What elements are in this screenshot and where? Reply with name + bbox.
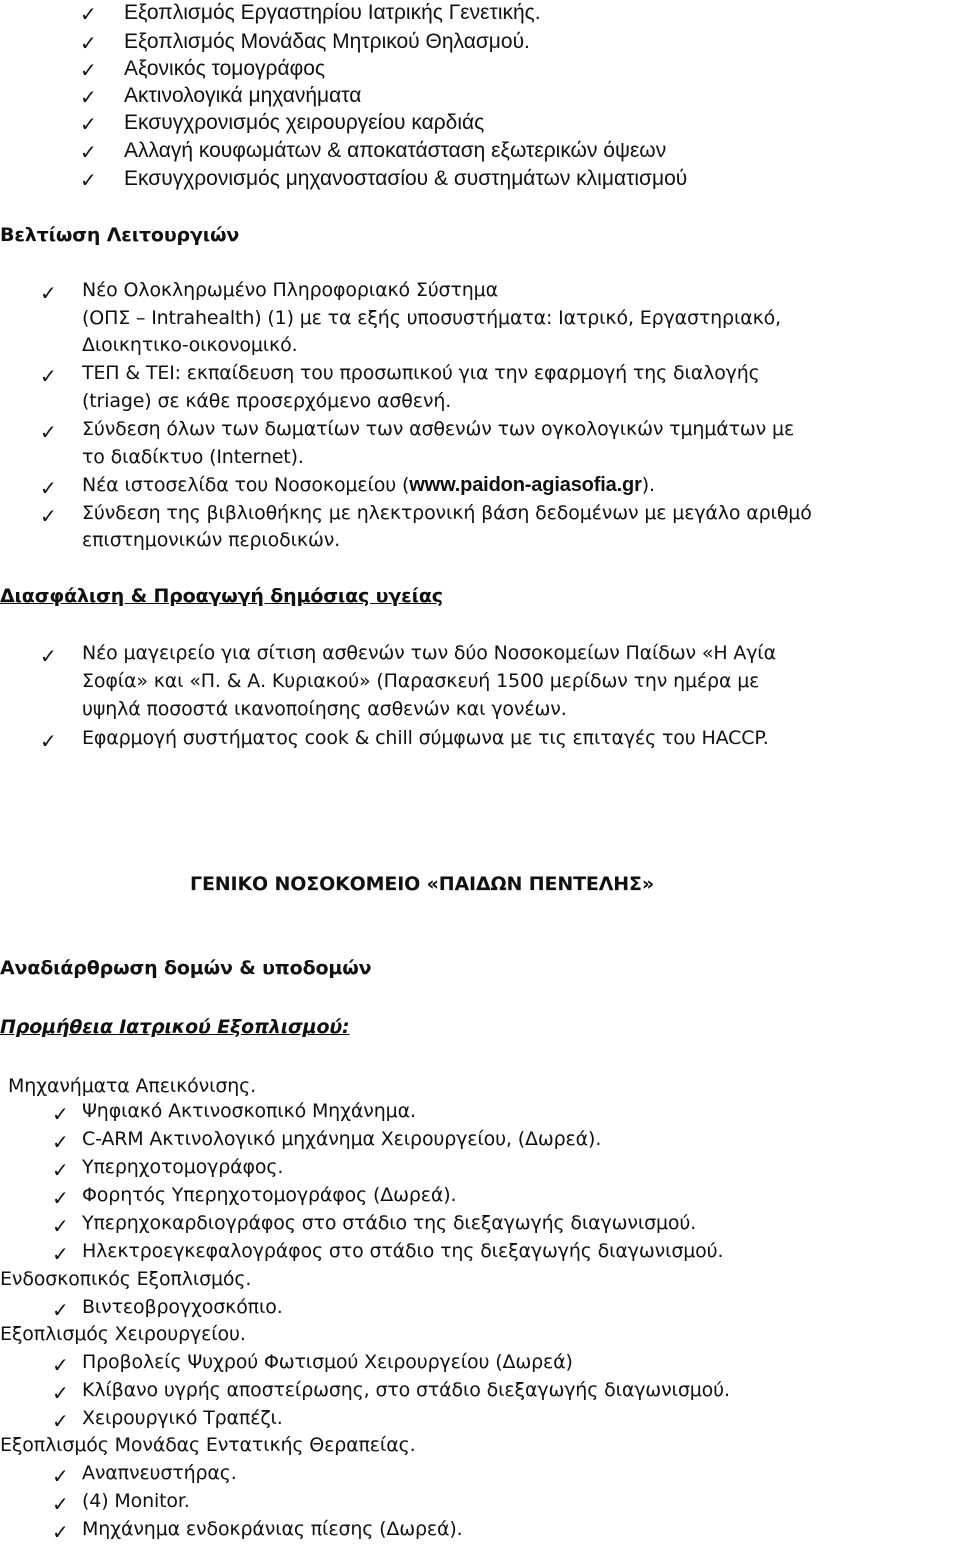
list-item: Σύνδεση όλων των δωματίων των ασθενών των ογκολογικών τμημάτων με [82, 418, 795, 440]
checkmark-icon: ✓ [52, 1298, 69, 1322]
website-link[interactable]: www.paidon-agiasofia.gr [409, 474, 642, 496]
checkmark-icon: ✓ [80, 31, 97, 55]
checkmark-icon: ✓ [52, 1130, 69, 1154]
checkmark-icon: ✓ [52, 1186, 69, 1210]
list-item: C-ARM Ακτινολογικό μηχάνημα Χειρουργείου, (Δωρεά). [82, 1128, 602, 1150]
checkmark-icon: ✓ [52, 1381, 69, 1405]
list-item: Ηλεκτροεγκεφαλογράφος στο στάδιο της διεξαγωγής διαγωνισμού. [82, 1240, 724, 1262]
checkmark-icon: ✓ [80, 168, 97, 192]
checkmark-icon: ✓ [52, 1242, 69, 1266]
checkmark-icon: ✓ [80, 58, 97, 82]
list-item: Χειρουργικό Τραπέζι. [82, 1407, 283, 1429]
checkmark-icon: ✓ [40, 729, 57, 753]
list-item-continuation: το διαδίκτυο (Internet). [82, 446, 304, 468]
list-item: Αναπνευστήρας. [82, 1462, 237, 1484]
list-item-continuation: επιστημονικών περιοδικών. [82, 529, 341, 551]
list-item: Υπερηχοκαρδιογράφος στο στάδιο της διεξαγωγής διαγωνισμού. [82, 1212, 697, 1234]
list-item: Εξοπλισμός Μονάδας Μητρικού Θηλασμού. [124, 30, 530, 53]
list-item: Εκσυγχρονισμός μηχανοστασίου & συστημάτων κλιματισμού [124, 167, 688, 190]
list-item-continuation: Σοφία» και «Π. & Α. Κυριακού» (Παρασκευή 1500 μερίδων την ημέρα με [82, 670, 760, 692]
list-item-continuation: (triage) σε κάθε προσερχόμενο ασθενή. [82, 390, 452, 412]
checkmark-icon: ✓ [40, 420, 57, 444]
website-prefix: Νέα ιστοσελίδα του Νοσοκομείου ( [82, 474, 410, 496]
checkmark-icon: ✓ [40, 364, 57, 388]
list-item: Βιντεοβρογχοσκόπιο. [82, 1296, 283, 1318]
section-heading: Βελτίωση Λειτουργιών [0, 224, 240, 246]
checkmark-icon: ✓ [40, 504, 57, 528]
list-item: Νέο μαγειρείο για σίτιση ασθενών των δύο Νοσοκομείων Παίδων «Η Αγία [82, 642, 776, 664]
list-item: Ακτινολογικά μηχανήματα [124, 84, 362, 107]
group-label: Εξοπλισμός Χειρουργείου. [0, 1323, 246, 1345]
hospital-title: ΓΕΝΙΚΟ ΝΟΣΟΚΟΜΕΙΟ «ΠΑΙΔΩΝ ΠΕΝΤΕΛΗΣ» [190, 873, 654, 895]
checkmark-icon: ✓ [52, 1102, 69, 1126]
list-item: ΤΕΠ & ΤΕΙ: εκπαίδευση του προσωπικού για την εφαρμογή της διαλογής [82, 362, 760, 384]
checkmark-icon: ✓ [40, 281, 57, 305]
checkmark-icon: ✓ [52, 1158, 69, 1182]
list-item: Αλλαγή κουφωμάτων & αποκατάσταση εξωτερικών όψεων [124, 139, 667, 162]
checkmark-icon: ✓ [40, 476, 57, 500]
list-item-continuation: Διοικητικο-οικονομικό. [82, 334, 298, 356]
checkmark-icon: ✓ [52, 1464, 69, 1488]
checkmark-icon: ✓ [52, 1409, 69, 1433]
list-item: Ψηφιακό Ακτινοσκοπικό Μηχάνημα. [82, 1100, 416, 1122]
section-heading: Διασφάλιση & Προαγωγή δημόσιας υγείας [0, 585, 443, 607]
list-item: Εξοπλισμός Εργαστηρίου Ιατρικής Γενετικής. [124, 1, 541, 24]
group-label: Μηχανήματα Απεικόνισης. [8, 1075, 257, 1097]
checkmark-icon: ✓ [52, 1214, 69, 1238]
website-suffix: ). [641, 474, 655, 496]
checkmark-icon: ✓ [80, 140, 97, 164]
group-label: Εξοπλισμός Μονάδας Εντατικής Θεραπείας. [0, 1434, 416, 1456]
list-item: Εκσυγχρονισμός χειρουργείου καρδιάς [124, 111, 485, 134]
list-item: Φορητός Υπερηχοτομογράφος (Δωρεά). [82, 1184, 457, 1206]
checkmark-icon: ✓ [80, 2, 97, 26]
list-item: Κλίβανο υγρής αποστείρωσης, στο στάδιο διεξαγωγής διαγωνισμού. [82, 1379, 730, 1401]
checkmark-icon: ✓ [52, 1492, 69, 1516]
procurement-heading: Προμήθεια Ιατρικού Εξοπλισμού: [0, 1016, 350, 1038]
list-item: Αξονικός τομογράφος [124, 57, 326, 80]
list-item: Μηχάνημα ενδοκράνιας πίεσης (Δωρεά). [82, 1518, 463, 1540]
list-item [82, 474, 655, 497]
checkmark-icon: ✓ [40, 644, 57, 668]
checkmark-icon: ✓ [80, 85, 97, 109]
list-item-continuation: υψηλά ποσοστά ικανοποίησης ασθενών και γονέων. [82, 698, 567, 720]
checkmark-icon: ✓ [80, 112, 97, 136]
checkmark-icon: ✓ [52, 1353, 69, 1377]
checkmark-icon: ✓ [52, 1520, 69, 1544]
list-item: Προβολείς Ψυχρού Φωτισμού Χειρουργείου (Δωρεά) [82, 1351, 573, 1373]
list-item: Νέο Ολοκληρωμένο Πληροφοριακό Σύστημα [82, 279, 498, 301]
list-item-continuation: (ΟΠΣ – Intrahealth) (1) με τα εξής υποσυστήματα: Ιατρικό, Εργαστηριακό, [82, 307, 782, 329]
subsection-heading: Αναδιάρθρωση δομών & υποδομών [0, 957, 372, 979]
list-item: Υπερηχοτομογράφος. [82, 1156, 284, 1178]
list-item: (4) Monitor. [82, 1490, 190, 1512]
group-label: Ενδοσκοπικός Εξοπλισμός. [0, 1268, 252, 1290]
list-item: Σύνδεση της βιβλιοθήκης με ηλεκτρονική βάση δεδομένων με μεγάλο αριθμό [82, 502, 812, 524]
list-item: Εφαρμογή συστήματος cook & chill σύμφωνα με τις επιταγές του HACCP. [82, 727, 769, 749]
